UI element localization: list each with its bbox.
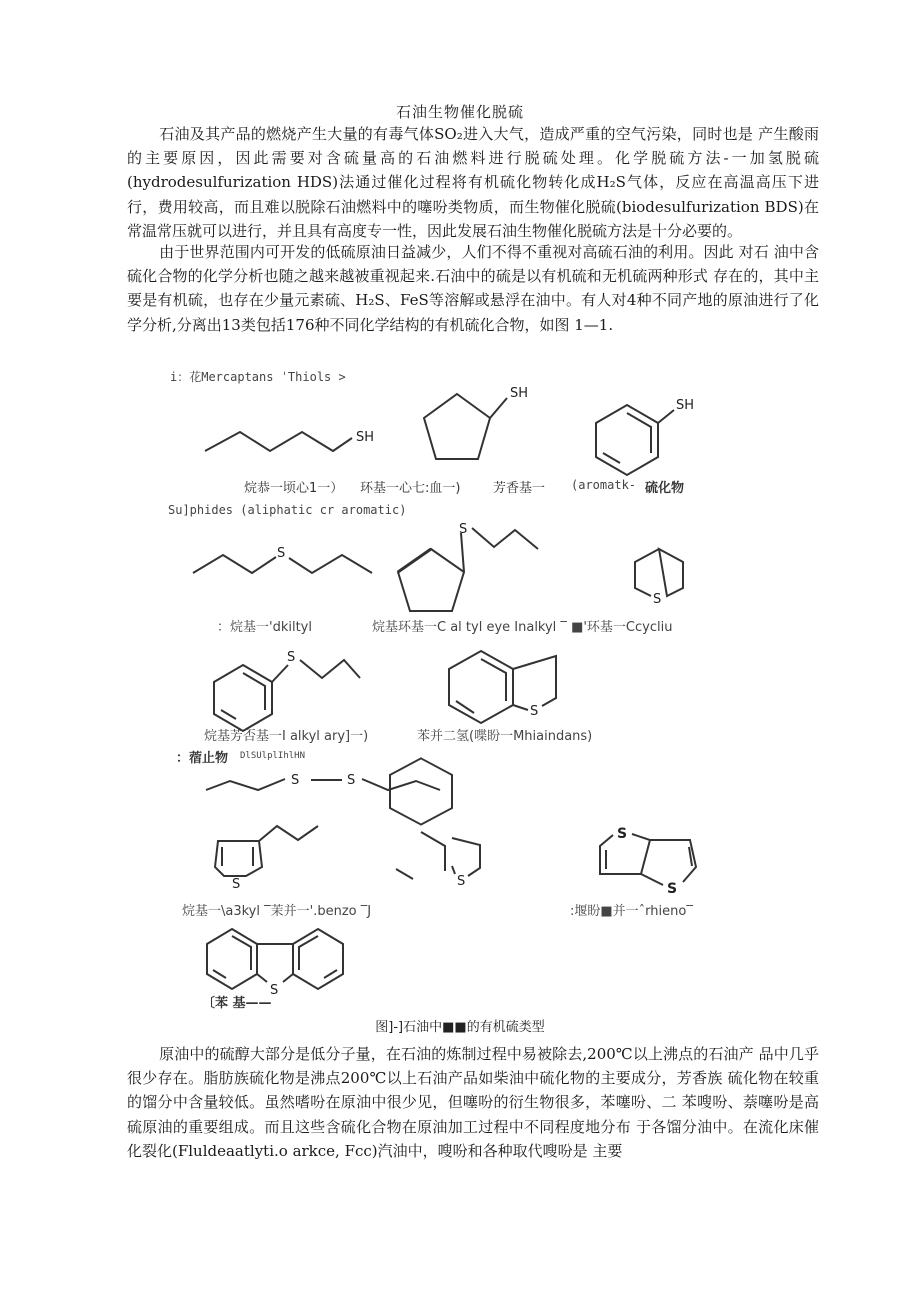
atom-s-label: S: [287, 650, 296, 665]
document-title: 石油生物催化脱硫: [395, 103, 524, 121]
figure-caption: 图]-]石油中■■的有机硫类型: [375, 1020, 545, 1035]
label-dialkyl-sulfide: ：烷基一'dkiltyl: [217, 620, 312, 635]
atom-s-label: S: [270, 983, 279, 998]
figure-group-disulfides-label-cn: ：蓿止物: [176, 751, 229, 766]
dialkyl-sulfide-structure: [193, 546, 372, 573]
atom-s-label: S: [617, 826, 628, 842]
atom-s-label: S: [347, 773, 356, 788]
atom-s-label: S: [232, 877, 241, 892]
label-thienothiophene: :堰盼■并一ˆrhieno‾: [570, 904, 693, 919]
paragraph-mercaptans-distribution: [127, 1042, 819, 1163]
label-alkyl-benzo-thiophene: 烷基一\a3kyl ‾茉并一'.benzo ‾J: [182, 904, 372, 919]
alkyl-cycloalkyl-sulfide-structure: [398, 522, 538, 611]
atom-s-label: S: [457, 874, 466, 889]
alkylthiophene-structure: [215, 826, 318, 892]
alkyl-aryl-sulfide-structure: [214, 650, 360, 731]
dibenzothiophene-structure: [207, 929, 343, 998]
benzothiophene-structure: [390, 758, 480, 889]
label-dibenzothiophene: 〔苯 基——: [202, 996, 272, 1011]
atom-s-label: S: [459, 522, 468, 537]
label-cycloalkyl-thiol: 环基一心七:血一): [360, 481, 461, 496]
atom-sh-label: SH: [356, 430, 375, 445]
aryl-thiol-structure: [596, 398, 694, 475]
figure-group-disulfides-label-en: DlSUlplIhlHN: [240, 751, 306, 761]
label-sulfides-cn: 硫化物: [645, 481, 685, 496]
atom-sh-label: SH: [676, 398, 695, 413]
thienothiophene-structure: [600, 826, 696, 897]
label-alkyl-aryl-sulfide: 烷基芳否基一I alkyl ary]一): [204, 729, 369, 744]
atom-s-label: S: [277, 546, 286, 561]
paragraph-intro-text: 石油及其产品的燃烧产生大量的有毒气体SO₂进入大气，造成严重的空气污染，同时也是 产生酸雨的主要原因，因此需要对含硫量高的石油燃料进行脱硫处理。化学脱硫方法-一加氢脱硫(hydrodesulfurization HDS)法通过催化过程将有机硫化物转化成H₂S气体，反应在高温高压下进 行，费用较高，而且难以脱除石油燃料中的噻吩类物质，而生物催化脱硫(biodesulfurization BDS)在常温常压就可以进行，并且具有高度专一性，因此发展石油生物催化脱硫方法是十分必要的。: [127, 125, 819, 240]
label-alkyl-thiol: 烷恭一顷心1一）: [244, 481, 344, 496]
atom-s-label: S: [653, 592, 662, 607]
alkyl-thiol-structure: [205, 430, 374, 451]
figure-group-mercaptans-label: i：花Mercaptans ˈThiols >: [170, 370, 346, 384]
thiaindan-structure: [449, 651, 556, 723]
label-thiaindans: 苯并二氢(喋盼一Mhiaindans): [417, 729, 593, 744]
atom-s-label: S: [667, 881, 678, 897]
cyclic-sulfide-structure: [635, 549, 683, 607]
atom-s-label: S: [291, 773, 300, 788]
paragraph-sulfur-analysis-text: 由于世界范围内可开发的低硫原油日益减少，人们不得不重视对高硫石油的利用。因此 对石 油中含硫化合物的化学分析也随之越来越被重视起来.石油中的硫是以有机硫和无机硫两种形式 存在的，其中主要是有机硫，也存在少量元素硫、H₂S、FeS等溶解或悬浮在油中。有人对4种不同产地的原油进行了化学分析,分离出13类包括176种不同化学结构的有机硫化合物，如图 1—1.: [127, 243, 819, 334]
atom-s-label: S: [530, 704, 539, 719]
label-aryl: 芳香基一: [493, 481, 546, 496]
cycloalkyl-thiol-structure: [424, 386, 528, 459]
label-aromatic: (aromatk-: [571, 478, 637, 492]
atom-sh-label: SH: [510, 386, 529, 401]
figure-group-sulphides-label: Su]phides (aliphatic cr aromatic): [168, 503, 407, 517]
paragraph-mercaptans-distribution-text: 原油中的硫醇大部分是低分子量，在石油的炼制过程中易被除去,200℃以上沸点的石油产 品中几乎很少存在。脂肪族硫化物是沸点200℃以上石油产品如柴油中硫化物的主要成分，芳香族 硫化物在较重的馏分中含量较低。虽然嗜吩在原油中很少见，但噻吩的衍生物很多，苯噻吩、二 苯嗖吩、萘噻吩是高硫原油的重要组成。而且这些含硫化合物在原油加工过程中不同程度地分布 于各馏分油中。在流化床催化裂化(Fluldeaatlyti.o arkce, Fcc)汽油中，嗖吩和各种取代嗖吩是 主要: [127, 1045, 819, 1160]
disulfide-structure: [206, 773, 440, 790]
label-alkyl-cycloalkyl-sulfide: 烷基环基一C al tyl eye Inalkyl ‾ ■'环基一Ccycliu: [372, 620, 673, 635]
